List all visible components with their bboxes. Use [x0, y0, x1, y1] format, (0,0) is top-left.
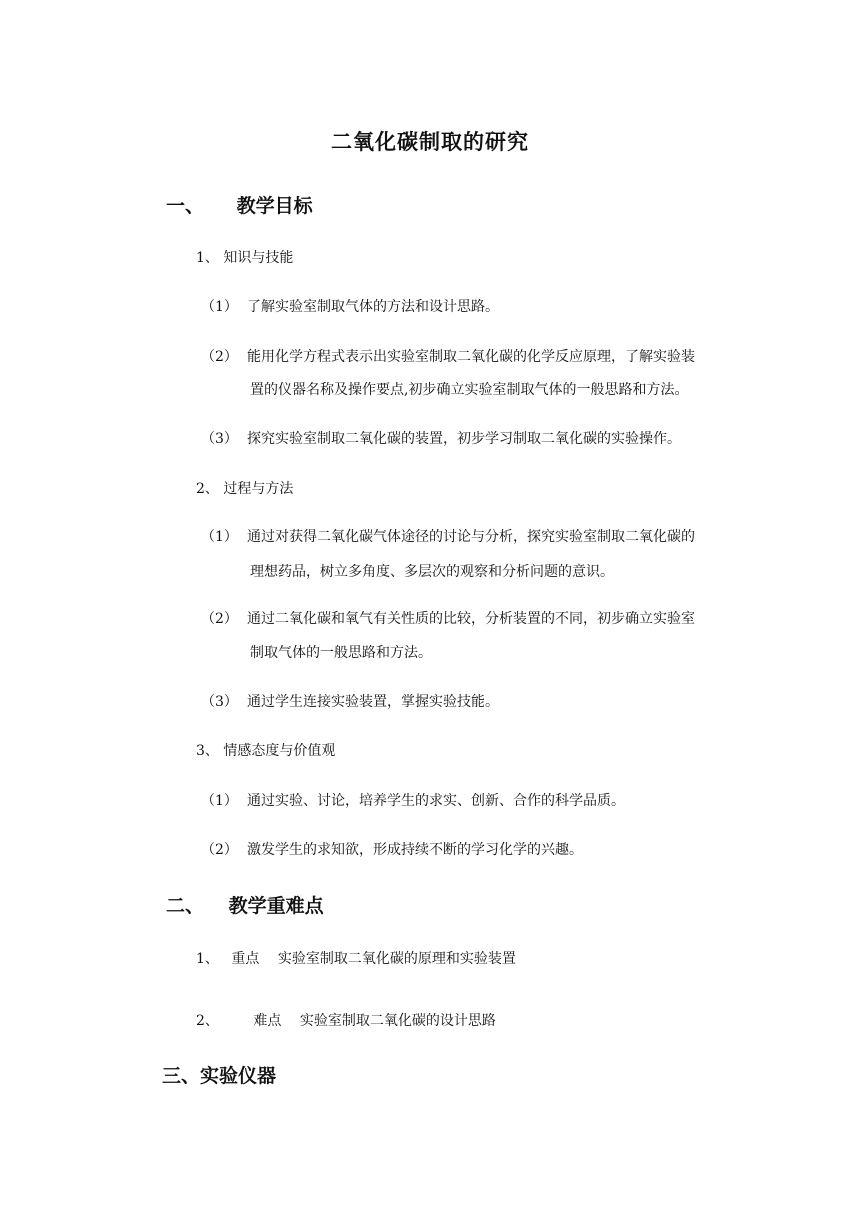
item-index: （2） [201, 842, 238, 858]
keypoint-number: 1、 [196, 951, 219, 967]
item-continuation: 置的仪器名称及操作要点,初步确立实验室制取气体的一般思路和方法。 [250, 382, 689, 398]
item-index: （1） [201, 793, 238, 809]
section-heading-3: 三、实验仪器 [162, 1065, 277, 1087]
section-heading-2 [166, 891, 324, 918]
section-number: 一、 [166, 195, 205, 217]
subsection-emotion: 3、 情感态度与价值观 [196, 743, 336, 759]
item-continuation: 制取气体的一般思路和方法。 [250, 645, 432, 661]
keypoint-number: 2、 [196, 1013, 219, 1029]
item-text: 通过实验、讨论，培养学生的求实、创新、合作的科学品质。 [247, 793, 625, 809]
item-continuation: 理想药品，树立多角度、多层次的观察和分析问题的意识。 [250, 564, 614, 580]
section-heading-1 [166, 191, 313, 218]
item-index: （3） [201, 694, 238, 710]
item-text: 了解实验室制取气体的方法和设计思路。 [247, 299, 499, 315]
item-text: 通过二氧化碳和氧气有关性质的比较，分析装置的不同，初步确立实验室 [247, 611, 695, 627]
keypoint-label: 重点 [231, 951, 260, 967]
subsection-knowledge: 1、 知识与技能 [196, 250, 294, 266]
subsection-process: 2、 过程与方法 [196, 481, 294, 497]
item-index: （3） [201, 431, 238, 447]
keypoint-row [196, 948, 516, 968]
item-text: 能用化学方程式表示出实验室制取二氧化碳的化学反应原理，了解实验装 [247, 349, 695, 365]
keypoint-text: 实验室制取二氧化碳的设计思路 [299, 1013, 496, 1029]
keypoint-label: 难点 [253, 1013, 282, 1029]
section-title: 教学目标 [236, 195, 313, 217]
keypoint-row [196, 1010, 496, 1030]
document-title: 二氧化碳制取的研究 [331, 129, 529, 154]
item-text: 通过学生连接实验装置，掌握实验技能。 [247, 694, 499, 710]
item-index: （1） [201, 529, 238, 545]
section-number: 二、 [166, 895, 205, 917]
section-title: 教学重难点 [228, 895, 324, 917]
keypoint-text: 实验室制取二氧化碳的原理和实验装置 [277, 951, 516, 967]
item-index: （2） [201, 611, 238, 627]
item-index: （1） [201, 299, 238, 315]
item-text: 激发学生的求知欲，形成持续不断的学习化学的兴趣。 [247, 842, 583, 858]
item-index: （2） [201, 349, 238, 365]
item-text: 探究实验室制取二氧化碳的装置，初步学习制取二氧化碳的实验操作。 [247, 431, 681, 447]
item-text: 通过对获得二氧化碳气体途径的讨论与分析，探究实验室制取二氧化碳的 [247, 529, 695, 545]
